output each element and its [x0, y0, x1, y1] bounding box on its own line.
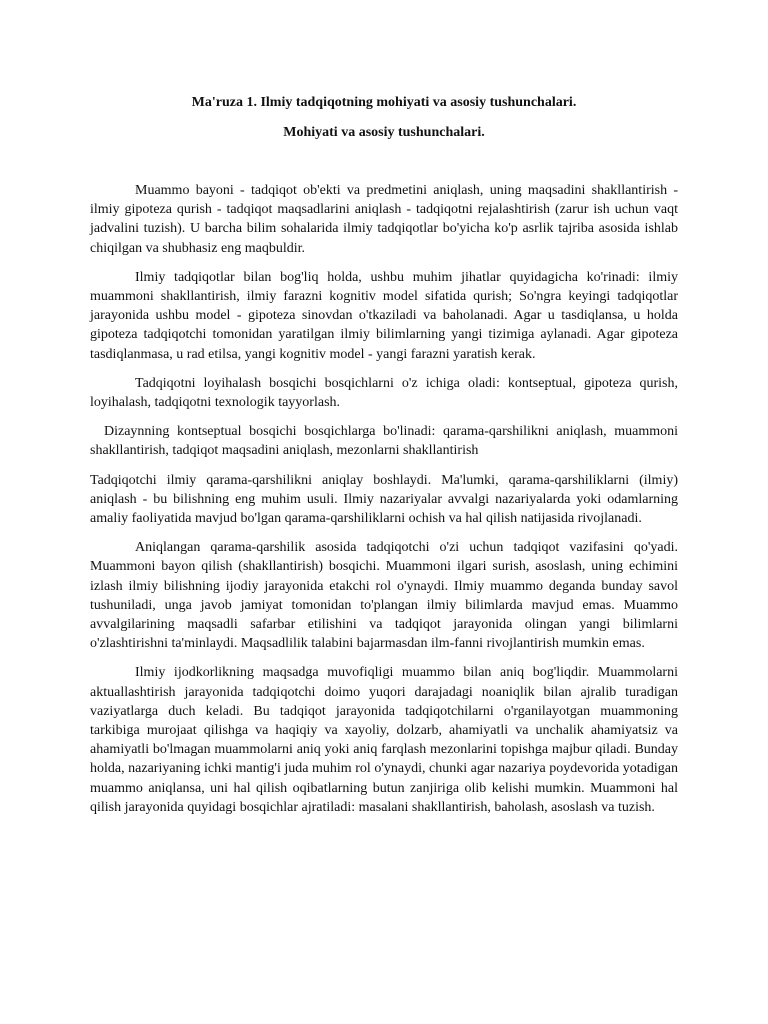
paragraph-7: Ilmiy ijodkorlikning maqsadga muvofiqligi muammo bilan aniq bog'liqdir. Muammolarni aktuallashtirish jarayonida tadqiqotchi doimo yuqori darajadagi noaniqlik bilan ajralib turadigan vaziyatlarga duch keladi. Bu tadqiqot jarayonida tadqiqotchilarni o'rganilayotgan muammoning tarkibiga murojaat qilishga va haqiqiy va xayoliy, dolzarb, ahamiyatli va unchalik ahamiyatsiz va ahamiyatli bo'lmagan muammolarni aniq yoki aniq farqlash mezonlarini topishga majbur qiladi. Bunday holda, nazariyaning ichki mantig'i juda muhim rol o'ynaydi, chunki agar nazariya poydevorida yotadigan muammo aniqlansa, uni hal qilish oqibatlarning butun zanjiriga olib kelishi mumkin. Muammoni hal qilish jarayonida quyidagi bosqichlar ajratiladi: masalani shakllantirish, baholash, asoslash va tuzish.	[90, 665, 678, 815]
paragraph-1: Muammo bayoni - tadqiqot ob'ekti va predmetini aniqlash, uning maqsadini shakllantirish - ilmiy gipoteza qurish - tadqiqot maqsadlarini aniqlash - tadqiqotni rejalashtirish (zarur ish uchun vaqt jadvalini tuzish). U barcha bilim sohalarida ilmiy tadqiqotlar bo'yicha ko'p asrlik tajriba asosida ishlab chiqilgan va shubhasiz eng maqbuldir.	[90, 183, 678, 256]
document-subtitle: Mohiyati va asosiy tushunchalari.	[283, 125, 485, 140]
paragraph-2: Ilmiy tadqiqotlar bilan bog'liq holda, ushbu muhim jihatlar quyidagicha ko'rinadi: ilmiy muammoni shakllantirish, ilmiy farazni kognitiv model sifatida qurish; So'ngra keyingi tadqiqotlar jarayonida ushbu model - gipoteza sinovdan o'tkaziladi va baholanadi. Agar u tasdiqlansa, u holda gipoteza tadqiqotchi tomonidan yaratilgan ilmiy bilimlarning yangi tizimiga aylanadi. Agar gipoteza tasdiqlanmasa, u rad etilsa, yangi kognitiv model - yangi farazni yaratish kerak.	[90, 269, 678, 362]
document-title: Ma'ruza 1. Ilmiy tadqiqotning mohiyati va asosiy tushunchalari.	[191, 95, 577, 110]
paragraph-5: Tadqiqotchi ilmiy qarama-qarshilikni aniqlay boshlaydi. Ma'lumki, qarama-qarshiliklarni (ilmiy) aniqlash - bu bilishning eng muhim usuli. Ilmiy nazariyalar avvalgi nazariyalarda yoki odamlarning amaliy faoliyatida mavjud bo'lgan qarama-qarshiliklarni ochish va hal qilish natijasida rivojlanadi.	[90, 472, 678, 527]
document-body	[90, 181, 678, 827]
paragraph-6: Aniqlangan qarama-qarshilik asosida tadqiqotchi o'zi uchun tadqiqot vazifasini qo'yadi. Muammoni bayon qilish (shakllantirish) bosqichi. Muammoni ilgari surish, asoslash, uning echimini izlash ilmiy bilishning ijodiy jarayonida etakchi rol o'ynaydi. Ilmiy muammo deganda bunday savol tushuniladi, unga javob jamiyat tomonidan to'plangan ilmiy bilimlarda mavjud emas. Muammo avvalgilarining maqsadli safarbar etilishini va tadqiqot jarayonida olingan yangi bilimlarni o'zlashtirishni ta'minlaydi. Maqsadlilik talabini bajarmasdan ilm-fanni rivojlantirish mumkin emas.	[90, 540, 678, 652]
paragraph-4: Dizaynning kontseptual bosqichi bosqichlarga bo'linadi: qarama-qarshilikni aniqlash, muammoni shakllantirish, tadqiqot maqsadini aniqlash, mezonlarni shakllantirish	[90, 424, 678, 459]
paragraph-3: Tadqiqotni loyihalash bosqichi bosqichlarni o'z ichiga oladi: kontseptual, gipoteza qurish, loyihalash, tadqiqotni texnologik tayyorlash.	[90, 375, 678, 411]
